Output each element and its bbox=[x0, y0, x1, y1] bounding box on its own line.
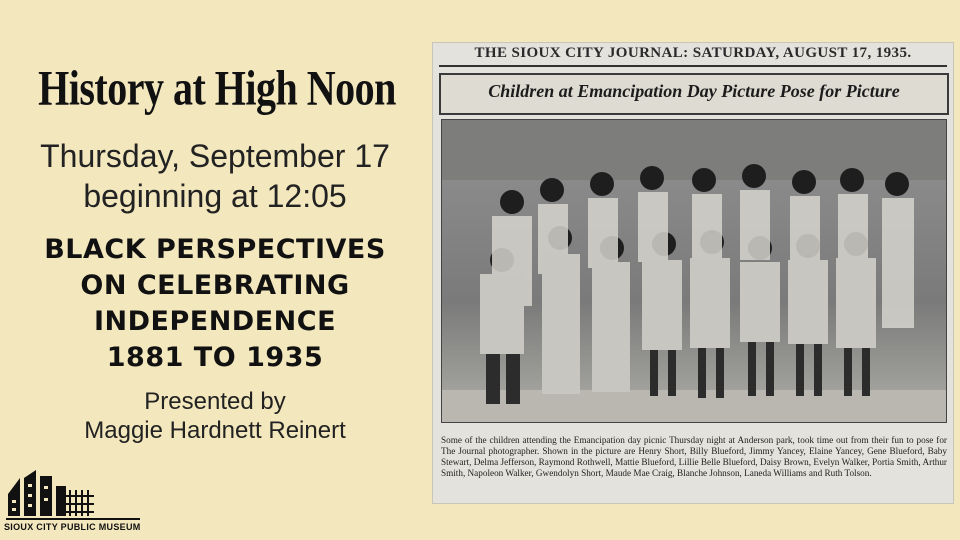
presented-by-label: Presented by bbox=[144, 388, 286, 415]
topic-line: INDEPENDENCE bbox=[93, 306, 337, 337]
museum-name: SIOUX CITY PUBLIC MUSEUM bbox=[4, 522, 141, 532]
event-info-panel bbox=[0, 0, 430, 540]
group-of-children-photo bbox=[441, 119, 947, 423]
headline-box bbox=[439, 73, 949, 115]
topic-line: ON CELEBRATING bbox=[80, 270, 350, 301]
newspaper-clipping bbox=[432, 42, 954, 504]
photo-caption: Some of the children attending the Emancipation day picnic Thursday night at Anderson park, took time out from their fun to pose for The Journal photographer. Shown in the picture are Henry Short, Billy Blueford, Jimmy Yancey, Elaine Yancey, Gene Blueford, Baby Stewart, Delma Jefferson, Raymond Rothwell, Mattie Blueford, Lillie Belle Blueford, Daisy Brown, Evelyn Walker, Portia Smith, Arthur Smith, Napoleon Walker, Gwendolyn Short, Maude Mae Craig, Blanche Johnson, Laneda Williams and Ruth Tolson. bbox=[441, 435, 947, 478]
presenter-name: Maggie Hardnett Reinert bbox=[84, 417, 346, 444]
topic-line: BLACK PERSPECTIVES bbox=[44, 234, 386, 265]
event-title: History at High Noon bbox=[38, 59, 396, 116]
clipping-headline: Children at Emancipation Day Picture Pose for Picture bbox=[488, 81, 900, 101]
event-date: Thursday, September 17 bbox=[40, 138, 390, 174]
event-time: beginning at 12:05 bbox=[83, 178, 347, 214]
topic-line: 1881 TO 1935 bbox=[106, 342, 324, 373]
masthead-rule bbox=[439, 65, 947, 67]
newspaper-masthead: THE SIOUX CITY JOURNAL: SATURDAY, AUGUST 17, 1935. bbox=[474, 45, 912, 61]
talk-topic bbox=[0, 232, 430, 376]
